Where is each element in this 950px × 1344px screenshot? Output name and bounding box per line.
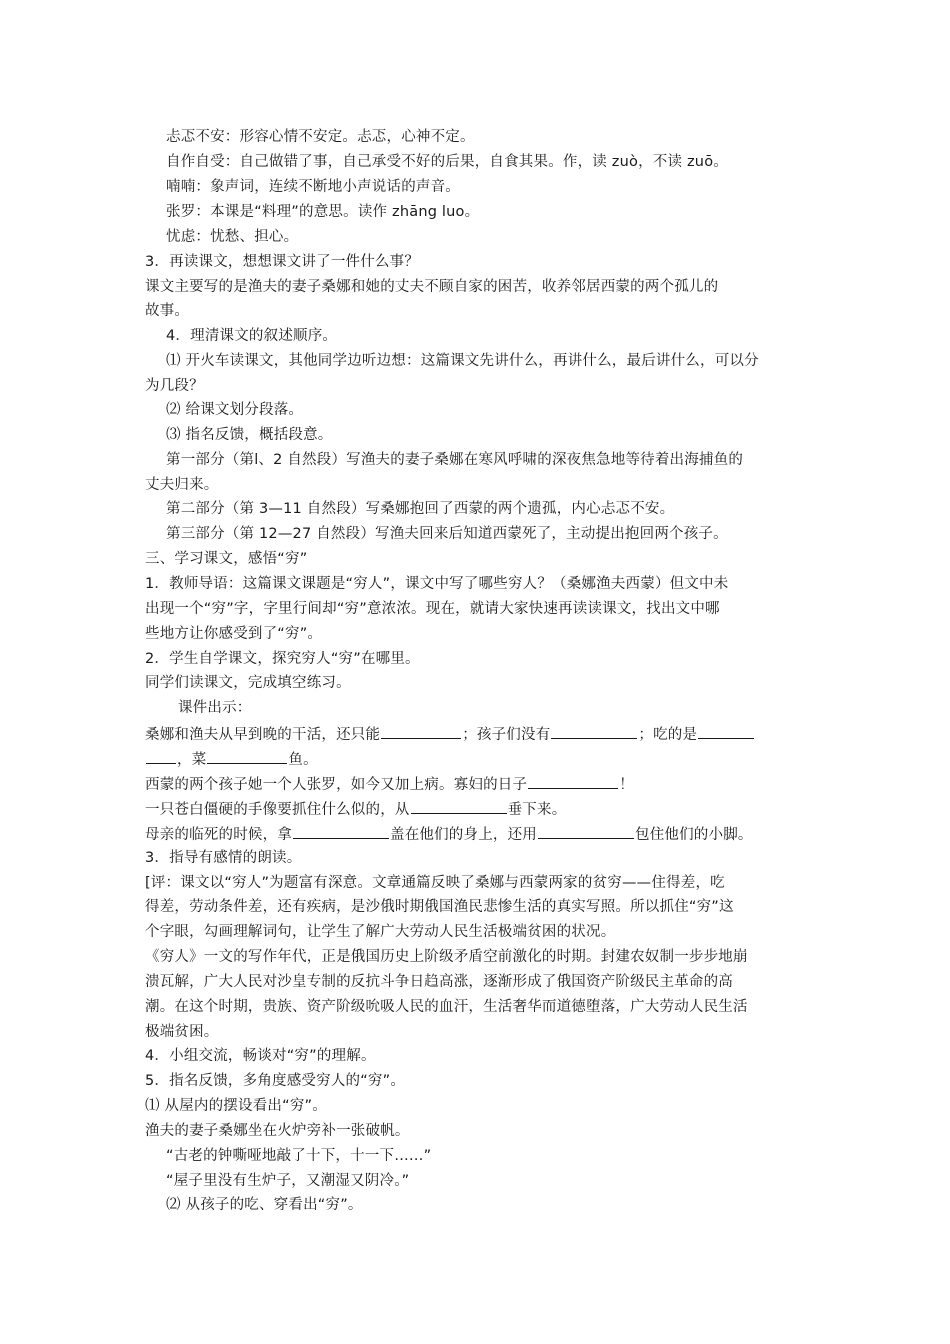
blank-line: [146, 747, 176, 764]
background-line-4: 极端贫困。: [145, 1024, 219, 1040]
teacher-intro-line-3: 些地方让你感受到了“穷”。: [145, 626, 323, 642]
fill-text: 鱼。: [288, 752, 318, 768]
comment-line-2: 得差，劳动条件差，还有疾病，是沙俄时期俄国渔民悲惨生活的真实写照。所以抓住“穷”这: [145, 899, 734, 915]
blank-line: [381, 722, 461, 739]
fill-blank-4: [145, 822, 813, 846]
part-2: 第二部分（第 3—11 自然段）写桑娜抱回了西蒙的两个遗孤，内心忐忑不安。: [166, 501, 675, 517]
blank-line: [207, 747, 287, 764]
comment-line-1: [评：课文以“穷人”为题富有深意。文章通篇反映了桑娜与西蒙两家的贫穷——住得差，吃: [145, 875, 725, 891]
vocab-zizuozishou: 自作自受：自己做错了事，自己承受不好的后果，自食其果。作，读 zuò，不读 zuō。: [166, 154, 728, 170]
teacher-intro-line-2: 出现一个“穷”字，字里行间却“穷”意浓浓。现在，就请大家快速再读读课文，找出文中哪: [145, 601, 720, 617]
section-3-heading: 三、学习课文，感悟“穷”: [145, 551, 308, 567]
fill-text: 桑娜和渔夫从早到晚的干活，还只能: [145, 727, 381, 743]
teacher-intro-line-1: 1．教师导语：这篇课文课题是“穷人”，课文中写了哪些穷人？（桑娜渔夫西蒙）但文中未: [145, 576, 729, 592]
fill-text: ！: [619, 777, 634, 793]
self-study-heading: 2．学生自学课文，探究穷人“穷”在哪里。: [145, 651, 420, 667]
task-3: ⑶ 指名反馈，概括段意。: [166, 427, 333, 443]
step-4-heading: 4．理清课文的叙述顺序。: [166, 328, 338, 344]
courseware-label: 课件出示：: [178, 700, 252, 716]
blank-line: [528, 772, 618, 789]
fill-text: 母亲的临死的时候，拿: [145, 827, 292, 843]
task-1-line-1: ⑴ 开火车读课文，其他同学边听边想：这篇课文先讲什么，再讲什么，最后讲什么，可以分: [166, 353, 759, 369]
fill-blank-instruction: 同学们读课文，完成填空练习。: [145, 675, 351, 691]
fill-blank-1: [145, 722, 813, 746]
fill-text: ；吃的是: [638, 727, 698, 743]
vocab-youlv: 忧虑：忧愁、担心。: [166, 229, 299, 245]
feedback-heading: 5．指名反馈，多角度感受穷人的“穷”。: [145, 1073, 406, 1089]
angle-2-heading: ⑵ 从孩子的吃、穿看出“穷”。: [166, 1197, 363, 1213]
vocab-tante: 忐忑不安：形容心情不安定。忐忑，心神不定。: [166, 129, 475, 145]
angle-1-heading: ⑴ 从屋内的摆设看出“穷”。: [145, 1098, 327, 1114]
fill-blank-3: [145, 797, 813, 821]
part-3: 第三部分（第 12—27 自然段）写渔夫回来后知道西蒙死了，主动提出抱回两个孩子。: [166, 526, 728, 542]
step-3-heading: 3．再读课文，想想课文讲了一件什么事？: [145, 254, 420, 270]
task-1-line-2: 为几段？: [145, 378, 204, 394]
fill-text: 一只苍白僵硬的手像要抓住什么似的，从: [145, 802, 410, 818]
blank-line: [293, 822, 389, 839]
blank-line: [411, 797, 507, 814]
task-2: ⑵ 给课文划分段落。: [166, 402, 304, 418]
fill-text: 包住他们的小脚。: [635, 827, 753, 843]
vocab-nannan: 喃喃：象声词，连续不断地小声说话的声音。: [166, 179, 460, 195]
group-discussion: 4．小组交流，畅谈对“穷”的理解。: [145, 1048, 376, 1064]
summary-line-2: 故事。: [145, 303, 190, 319]
summary-line-1: 课文主要写的是渔夫的妻子桑娜和她的丈夫不顾自家的困苦，收养邻居西蒙的两个孤儿的: [145, 279, 719, 295]
blank-line: [538, 822, 634, 839]
fill-blank-2: [145, 772, 813, 796]
blank-line: [551, 722, 637, 739]
quote-clock: “古老的钟嘶哑地敲了十下，十一下……”: [166, 1148, 432, 1164]
fill-text: 垂下来。: [507, 802, 567, 818]
part-1-line-2: 丈夫归来。: [145, 477, 219, 493]
fill-text: 盖在他们的身上，还用: [390, 827, 537, 843]
background-line-3: 潮。在这个时期，贵族、资产阶级吮吸人民的血汗，生活奢华而道德堕落，广大劳动人民生活: [145, 999, 748, 1015]
background-line-1: 《穷人》一文的写作年代，正是俄国历史上阶级矛盾空前激化的时期。封建农奴制一步步地崩: [145, 949, 748, 965]
vocab-zhangluo: 张罗：本课是“料理”的意思。读作 zhāng luo。: [166, 204, 480, 220]
fill-text: ，菜: [177, 752, 207, 768]
reading-guide-heading: 3．指导有感情的朗读。: [145, 850, 302, 866]
background-line-2: 溃瓦解，广大人民对沙皇专制的反抗斗争日趋高涨，逐渐形成了俄国资产阶级民主革命的高: [145, 974, 733, 990]
comment-line-3: 个字眼，勾画理解词句，让学生了解广大劳动人民生活极端贫困的状况。: [145, 924, 616, 940]
fill-text: ；孩子们没有: [462, 727, 551, 743]
blank-line: [698, 722, 754, 739]
quote-stove: “屋子里没有生炉子，又潮湿又阴冷。”: [166, 1173, 410, 1189]
part-1-line-1: 第一部分（第l、2 自然段）写渔夫的妻子桑娜在寒风呼啸的深夜焦急地等待着出海捕鱼的: [166, 452, 744, 468]
fill-blank-1-cont: [145, 747, 813, 771]
angle-1-text: 渔夫的妻子桑娜坐在火炉旁补一张破帆。: [145, 1123, 410, 1139]
fill-text: 西蒙的两个孩子她一个人张罗，如今又加上病。寡妇的日子: [145, 777, 528, 793]
